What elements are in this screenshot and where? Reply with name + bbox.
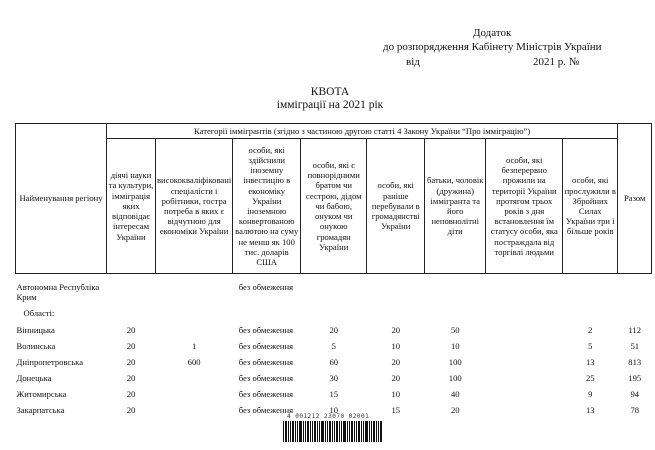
cell-family: 100 — [448, 372, 462, 383]
table-row — [16, 338, 652, 354]
cell-trafficking-victims — [486, 370, 563, 386]
cell-family: 100 — [448, 356, 462, 367]
cell-former-citizens: 15 — [391, 404, 401, 415]
cell-servicemen: 9 — [588, 388, 593, 399]
region-name: Вінницька — [16, 324, 55, 335]
region-name: Дніпропетровська — [16, 356, 84, 367]
region-name: Закарпатська — [16, 404, 65, 415]
barcode-number: 4 001212 23070 02001 — [287, 413, 370, 420]
cell-servicemen: 13 — [585, 356, 595, 367]
cell-investors: без обмеження — [238, 324, 294, 335]
cell-trafficking-victims — [486, 354, 563, 370]
cell-specialists: 1 — [191, 340, 197, 351]
cell-scientists: 20 — [126, 324, 136, 335]
column-header-family: батьки, чоловік (дружина) іммігранта та його неповнолітні діти — [425, 139, 486, 274]
cell-former-citizens: 10 — [391, 388, 401, 399]
addendum-label: Додаток — [473, 27, 512, 39]
crimea-investors-cell: без обмеження — [238, 282, 294, 292]
cell-former-citizens: 20 — [391, 356, 401, 367]
column-header-trafficking-victims: особи, які безперервно прожили на території України протягом трьох років з дня встановлення їм статусу особи, яка постраждала від торгівлі людьми — [486, 139, 563, 274]
cell-total: 112 — [628, 324, 642, 335]
cell-relatives: 10 — [329, 404, 339, 415]
cell-former-citizens: 10 — [391, 340, 401, 351]
column-header-investors: особи, які здійснили іноземну інвестицію в економіку України іноземною конвертованою валютою на суму не менш як 100 тис. доларів США — [233, 139, 301, 274]
cell-relatives: 20 — [329, 324, 339, 335]
cell-relatives: 60 — [329, 356, 339, 367]
cell-trafficking-victims — [486, 338, 563, 354]
cell-investors: без обмеження — [238, 340, 294, 351]
cell-total: 78 — [630, 404, 640, 415]
cell-total: 813 — [628, 356, 642, 367]
document-subtitle: імміграції на 2021 рік — [276, 99, 384, 111]
cell-specialists: 600 — [187, 356, 201, 367]
cell-scientists: 20 — [126, 356, 136, 367]
cell-former-citizens: 20 — [391, 324, 401, 335]
region-name: Донецька — [16, 372, 52, 383]
cell-investors: без обмеження — [238, 404, 294, 415]
addendum-decree: до розпорядження Кабінету Міністрів України — [383, 41, 602, 53]
cell-relatives: 15 — [329, 388, 339, 399]
cell-total: 94 — [630, 388, 640, 399]
barcode-graphic — [283, 421, 383, 442]
cell-specialists — [156, 370, 233, 386]
column-header-servicemen: особи, які прослужили в Збройних Силах України три і більше років — [563, 139, 618, 274]
cell-trafficking-victims — [486, 386, 563, 402]
cell-total: 51 — [630, 340, 640, 351]
addendum-date-number: 2021 р. № — [533, 56, 580, 68]
cell-specialists — [156, 322, 233, 338]
addendum-date-prefix: від — [406, 56, 420, 68]
cell-family: 20 — [450, 404, 460, 415]
cell-investors: без обмеження — [238, 372, 294, 383]
cell-scientists: 20 — [126, 372, 136, 383]
table-row — [16, 386, 652, 402]
column-header-specialists: висококваліфіковані спеціалісти і робітники, гостра потреба в яких є відчутною для економіки України — [156, 139, 233, 274]
cell-specialists — [156, 402, 233, 418]
region-crimea: Автономна Республіка Крим — [16, 282, 100, 303]
cell-servicemen: 25 — [585, 372, 595, 383]
total-header: Разом — [618, 124, 652, 274]
document-title: КВОТА — [310, 86, 350, 98]
cell-family: 10 — [450, 340, 460, 351]
cell-servicemen: 13 — [585, 404, 595, 415]
column-header-former-citizens: особи, які раніше перебували в громадянстві України — [367, 139, 425, 274]
region-name: Волинська — [16, 340, 56, 351]
cell-total: 195 — [628, 372, 642, 383]
cell-former-citizens: 20 — [391, 372, 401, 383]
cell-scientists: 20 — [126, 388, 136, 399]
cell-trafficking-victims — [486, 402, 563, 418]
cell-scientists: 20 — [126, 340, 136, 351]
cell-investors: без обмеження — [238, 388, 294, 399]
cell-specialists — [156, 386, 233, 402]
table-row — [16, 370, 652, 386]
table-row — [16, 354, 652, 370]
cell-relatives: 5 — [331, 340, 336, 351]
column-header-relatives: особи, які є повнорідними братом чи сестрою, дідом чи бабою, онуком чи онукою громадян України — [301, 139, 367, 274]
cell-scientists: 20 — [126, 404, 136, 415]
quota-table — [15, 123, 652, 418]
region-header: Найменування регіону — [16, 124, 107, 274]
categories-group-header: Категорії іммігрантів (згідно з частиною другою статті 4 Закону України “Про імміграцію”) — [107, 124, 618, 139]
oblasts-label: Області: — [23, 307, 55, 318]
column-header-scientists: діячі науки та культури, імміграція яких відповідає інтересам України — [107, 139, 156, 274]
region-name: Житомирська — [16, 388, 67, 399]
cell-investors: без обмеження — [238, 356, 294, 367]
cell-servicemen: 5 — [588, 340, 593, 351]
cell-family: 40 — [450, 388, 460, 399]
cell-servicemen: 2 — [588, 324, 593, 335]
cell-relatives: 30 — [329, 372, 339, 383]
table-row — [16, 322, 652, 338]
cell-family: 50 — [450, 324, 460, 335]
cell-trafficking-victims — [486, 322, 563, 338]
